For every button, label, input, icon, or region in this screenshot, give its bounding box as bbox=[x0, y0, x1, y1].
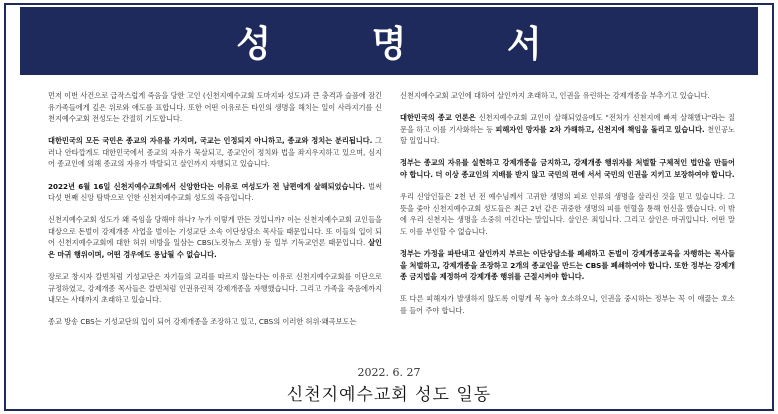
bold-text: 2022년 6월 16일 신천지예수교회에서 신앙한다는 이유로 여성도가 전 남편에게 살해되었습니다. bbox=[48, 181, 366, 191]
paragraph bbox=[48, 135, 382, 170]
paragraph: 우리 신앙인들은 2천 년 전 예수님께서 고귀한 생명의 피로 인류의 생명을 살리신 것을 믿고 있습니다. 그 뜻을 좇아 신천지예수교회 성도들은 최근 2년 같은 귀중한 생명의 피를 헌혈을 통해 헌신을 했습니다. 이 밖에 우리 신천지는 생명을 소중히 여긴다는 말입니다. 살인은 죄입니다. 그리고 살인은 마귀입니다. 어떤 말도 이를 부인할 수 없습니다. bbox=[400, 192, 735, 236]
body-text: 벌써 다섯 번째 신앙 탐박으로 인한 신천지예수교회 성도의 죽음입니다. bbox=[48, 181, 383, 203]
bold-text: 대한민국의 모든 국민은 종교의 자유를 가지며, 국교는 인정되지 아니하고, 종교와 정치는 분리됩니다. bbox=[48, 136, 373, 146]
signature: 신천지예수교회 성도 일동 bbox=[286, 385, 492, 405]
document-date: 2022. 6. 27 bbox=[357, 366, 421, 379]
bold-text: 피해자인 망자를 2차 가해하고, 신천지에 책임을 돌리고 있습니다. bbox=[495, 124, 705, 134]
left-column bbox=[48, 90, 382, 339]
paragraph: 먼저 이번 사건으로 급작스럽게 죽음을 당한 고인 (신천지예수교회 도마지파 성도)과 큰 충격과 슬픔에 잠긴 유가족들에게 깊은 위로와 애도를 표합니다. 또한 어떤 이유로든 타인의 생명을 해치는 일이 사라지기를 신천지예수교회 전성도는 간절히 기도합니다. bbox=[48, 91, 382, 124]
title-banner bbox=[20, 7, 758, 75]
body-text: 신천지예수교회 성도가 왜 죽임을 당해야 하나? 누가 이렇게 만든 것입니까? 이는 신천지예수교회 교인들을 대상으로 돈벌이 강제개종 사업을 벌이는 기성교단 소속 이단상담소 목사들 때문입니다. 또 이들의 입이 되어 신천지예수교회에 대한 허위 비방을 일삼는 CBS(노컷뉴스 포함) 등 일부 기독교언론 때문입니다. bbox=[48, 215, 382, 248]
body-text: 신천지예수교회 교인이 살해되었음에도 "전처가 신천지에 빠져 살해했나"라는 질문을 하고 이를 기사화하는 등 bbox=[400, 113, 735, 134]
paragraph: 장로교 창시자 칼빈처럼 기성교단은 자기들의 교리를 따르지 않는다는 이유로 신천지예수교회를 이단으로 규정하였고, 강제개종 목사들은 칼빈처럼 인권유린적 강제개종을 자행했습니다. 그리고 가족을 죽음에까지 내모는 사태까지 초래하고 있습니다. bbox=[48, 272, 382, 305]
paragraph bbox=[48, 214, 382, 260]
paragraph bbox=[48, 181, 382, 204]
paragraph bbox=[400, 248, 735, 283]
paragraph: 종교 방송 CBS는 기성교단의 입이 되어 강제개종을 조장하고 있고, CBS의 이러한 허위·왜곡보도는 bbox=[48, 317, 357, 327]
bold-text: 정부는 종교의 자유를 실현하고 강제개종을 금지하고, 강제개종 행위자를 처벌할 구체적인 법안을 만들어야 합니다. 더 이상 종교인의 지배를 받지 않고 국민의 편에 서서 국민의 인권을 지키고 보장하여야 합니다. bbox=[400, 158, 735, 179]
paragraph: 신천지예수교회 교인에 대하여 살인까지 초래하고, 인권을 유린하는 강제개종을 부추기고 있습니다. bbox=[400, 91, 710, 100]
bold-text: 정부는 가정을 파탄내고 살인까지 부르는 이단상담소를 폐쇄하고 돈벌이 강제개종교육을 자행하는 목사들을 처벌하고, 강제개종을 조장하고 2개의 종교인을 만드는 CBS를 폐쇄하여야 합니다. 또한 정부는 강제개종 금지법을 제정하여 강제개종 행위를 근절시켜야 합니다. bbox=[400, 248, 735, 282]
body-text: 천인공노할 일입니다. bbox=[400, 124, 735, 146]
bold-text: 대한민국의 종교 언론은 bbox=[400, 113, 476, 123]
document-title: 성 명 서 bbox=[236, 23, 586, 65]
right-column bbox=[400, 90, 735, 327]
paragraph bbox=[400, 157, 735, 180]
bold-text: 살인은 마귀 행위이며, 어떤 경우에도 용납될 수 없습니다. bbox=[48, 238, 382, 260]
body-text: 그러나 안타깝게도 대한민국에서 종교의 자유가 묵살되고, 종교인이 정치와 법을 좌지우지하고 있으며, 심지어 종교인에 의해 종교의 자유가 박탈되고 살인까지 자행되고 있습니다. bbox=[48, 136, 382, 169]
paragraph bbox=[400, 112, 735, 147]
paragraph: 또 다른 피해자가 발생하지 않도록 이렇게 목 놓아 호소하오니, 인권을 중시하는 정부는 꼭 이 애끓는 호소를 들어 주야 합니다. bbox=[400, 294, 735, 315]
